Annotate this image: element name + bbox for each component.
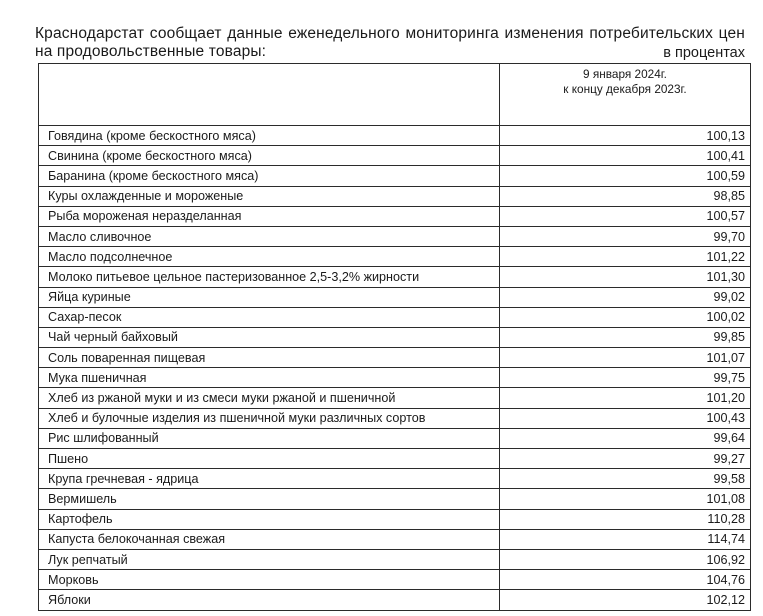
product-name-cell: Молоко питьевое цельное пастеризованное 2,5-3,2% жирности — [39, 267, 500, 287]
product-name-cell: Сахар-песок — [39, 307, 500, 327]
price-index-cell: 100,57 — [500, 206, 751, 226]
price-index-cell: 100,41 — [500, 146, 751, 166]
header-period-cell — [500, 64, 751, 126]
header-date-line: 9 января 2024г. — [583, 67, 667, 81]
table-row — [39, 590, 751, 610]
table-row — [39, 247, 751, 267]
product-name-cell: Яйца куриные — [39, 287, 500, 307]
price-index-cell: 100,02 — [500, 307, 751, 327]
product-name-cell: Лук репчатый — [39, 549, 500, 569]
product-name-cell: Соль поваренная пищевая — [39, 348, 500, 368]
product-name-cell: Картофель — [39, 509, 500, 529]
units-label: в процентах — [663, 45, 745, 61]
price-index-cell: 100,13 — [500, 126, 751, 146]
product-name-cell: Мука пшеничная — [39, 368, 500, 388]
table-header — [39, 64, 751, 126]
product-name-cell: Яблоки — [39, 590, 500, 610]
product-name-cell: Пшено — [39, 449, 500, 469]
table-body — [39, 126, 751, 611]
price-index-cell: 99,64 — [500, 428, 751, 448]
price-index-cell: 101,20 — [500, 388, 751, 408]
price-index-cell: 99,58 — [500, 469, 751, 489]
price-index-cell: 101,08 — [500, 489, 751, 509]
table-row — [39, 549, 751, 569]
price-index-cell: 101,07 — [500, 348, 751, 368]
table-row — [39, 529, 751, 549]
table-row — [39, 388, 751, 408]
product-name-cell: Баранина (кроме бескостного мяса) — [39, 166, 500, 186]
table-row — [39, 186, 751, 206]
table-row — [39, 348, 751, 368]
price-index-cell: 114,74 — [500, 529, 751, 549]
product-name-cell: Говядина (кроме бескостного мяса) — [39, 126, 500, 146]
table-row — [39, 287, 751, 307]
table-row — [39, 570, 751, 590]
price-index-cell: 100,43 — [500, 408, 751, 428]
product-name-cell: Хлеб и булочные изделия из пшеничной муки различных сортов — [39, 408, 500, 428]
table-row — [39, 267, 751, 287]
header-base-line: к концу декабря 2023г. — [563, 81, 687, 96]
price-index-cell: 100,59 — [500, 166, 751, 186]
product-name-cell: Чай черный байховый — [39, 327, 500, 347]
table-row — [39, 126, 751, 146]
price-index-cell: 99,75 — [500, 368, 751, 388]
price-index-cell: 106,92 — [500, 549, 751, 569]
table-row — [39, 307, 751, 327]
product-name-cell: Рис шлифованный — [39, 428, 500, 448]
product-name-cell: Свинина (кроме бескостного мяса) — [39, 146, 500, 166]
header-row — [39, 64, 751, 126]
price-index-cell: 110,28 — [500, 509, 751, 529]
table-row — [39, 449, 751, 469]
table-row — [39, 408, 751, 428]
price-table — [38, 63, 751, 611]
table-row — [39, 368, 751, 388]
product-name-cell: Капуста белокочанная свежая — [39, 529, 500, 549]
table-row — [39, 146, 751, 166]
table-row — [39, 509, 751, 529]
table-row — [39, 206, 751, 226]
price-index-cell: 98,85 — [500, 186, 751, 206]
table-row — [39, 469, 751, 489]
price-index-cell: 102,12 — [500, 590, 751, 610]
table-row — [39, 226, 751, 246]
price-index-cell: 99,27 — [500, 449, 751, 469]
price-index-cell: 99,70 — [500, 226, 751, 246]
intro-paragraph: Краснодарстат сообщает данные еженедельного мониторинга изменения потребительских цен на продовольственные товары: — [35, 24, 745, 60]
table-row — [39, 428, 751, 448]
table-row — [39, 489, 751, 509]
product-name-cell: Куры охлажденные и мороженые — [39, 186, 500, 206]
product-name-cell: Масло сливочное — [39, 226, 500, 246]
price-index-cell: 101,22 — [500, 247, 751, 267]
table-row — [39, 327, 751, 347]
product-name-cell: Хлеб из ржаной муки и из смеси муки ржаной и пшеничной — [39, 388, 500, 408]
product-name-cell: Вермишель — [39, 489, 500, 509]
header-product-cell — [39, 64, 500, 126]
price-index-cell: 99,02 — [500, 287, 751, 307]
product-name-cell: Масло подсолнечное — [39, 247, 500, 267]
table-row — [39, 166, 751, 186]
price-index-cell: 101,30 — [500, 267, 751, 287]
price-index-cell: 104,76 — [500, 570, 751, 590]
price-index-cell: 99,85 — [500, 327, 751, 347]
product-name-cell: Морковь — [39, 570, 500, 590]
product-name-cell: Рыба мороженая неразделанная — [39, 206, 500, 226]
product-name-cell: Крупа гречневая - ядрица — [39, 469, 500, 489]
